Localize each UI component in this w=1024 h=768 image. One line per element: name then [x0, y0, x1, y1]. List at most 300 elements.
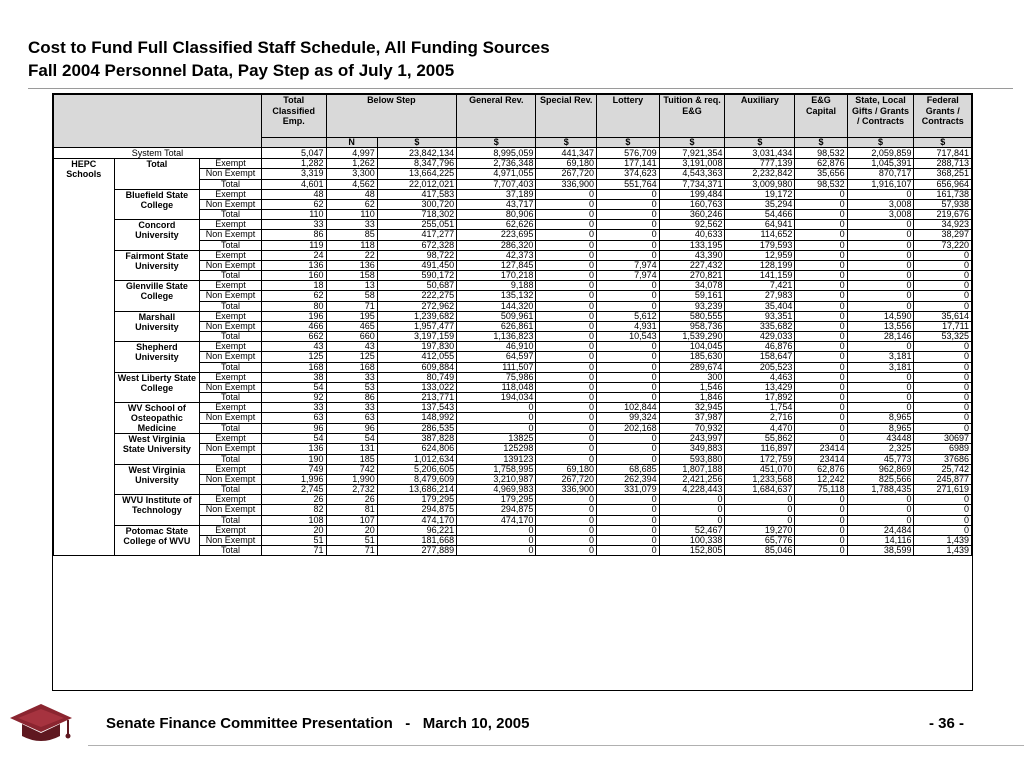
- table-cell: 136: [326, 260, 377, 271]
- table-cell: 825,566: [847, 474, 914, 485]
- table-cell: 0: [847, 271, 914, 281]
- table-cell: 0: [795, 342, 847, 352]
- table-cell: 0: [457, 535, 536, 546]
- table-cell: 742: [326, 464, 377, 474]
- table-cell: 466: [261, 321, 326, 332]
- table-cell: 3,197,159: [377, 332, 456, 342]
- table-cell: 0: [795, 230, 847, 241]
- table-cell: 17,711: [914, 321, 972, 332]
- table-cell: 580,555: [659, 311, 725, 321]
- table-cell: 24,484: [847, 525, 914, 535]
- table-cell: 40,633: [659, 230, 725, 241]
- table-cell: 131: [326, 444, 377, 455]
- table-cell: 1,045,391: [847, 159, 914, 169]
- table-cell: 99,324: [597, 413, 660, 424]
- table-cell: 168: [261, 362, 326, 372]
- table-cell: 7,974: [597, 260, 660, 271]
- table-cell: 43448: [847, 434, 914, 444]
- table-cell: 18: [261, 281, 326, 291]
- table-cell: 2,736,348: [457, 159, 536, 169]
- table-cell: 22,012,021: [377, 179, 456, 189]
- table-cell: 202,168: [597, 423, 660, 433]
- table-cell: 8,965: [847, 413, 914, 424]
- column-subheader: $: [457, 138, 536, 148]
- table-cell: 0: [536, 230, 597, 241]
- table-cell: 0: [536, 525, 597, 535]
- table-cell: 267,720: [536, 169, 597, 180]
- table-cell: 125298: [457, 444, 536, 455]
- table-cell: 286,320: [457, 240, 536, 250]
- table-cell: 168: [326, 362, 377, 372]
- table-cell: 429,033: [725, 332, 795, 342]
- table-cell: 0: [597, 230, 660, 241]
- table-cell: 1,758,995: [457, 464, 536, 474]
- column-header: Total Classified Emp.: [261, 95, 326, 138]
- table-cell: 1,439: [914, 535, 972, 546]
- table-cell: 93,351: [725, 311, 795, 321]
- table-cell: 54: [326, 434, 377, 444]
- table-cell: 4,971,055: [457, 169, 536, 180]
- table-cell: 62,626: [457, 220, 536, 230]
- table-cell: 0: [795, 220, 847, 230]
- table-cell: 0: [914, 362, 972, 372]
- category-label: Exempt: [200, 372, 262, 382]
- table-cell: 22: [326, 250, 377, 260]
- table-cell: 294,875: [457, 505, 536, 516]
- table-cell: 1,807,188: [659, 464, 725, 474]
- table-cell: 0: [536, 281, 597, 291]
- table-cell: 0: [536, 505, 597, 516]
- table-cell: 82: [261, 505, 326, 516]
- table-cell: 37,189: [457, 189, 536, 199]
- column-header: Below Step: [326, 95, 457, 138]
- table-cell: 43: [326, 342, 377, 352]
- table-cell: 68,685: [597, 464, 660, 474]
- table-cell: 50,687: [377, 281, 456, 291]
- table-cell: 3,009,980: [725, 179, 795, 189]
- table-row: [54, 281, 972, 291]
- table-cell: 75,118: [795, 485, 847, 495]
- institution-label: WV School of Osteopathic Medicine: [114, 403, 200, 434]
- table-cell: 23414: [795, 444, 847, 455]
- table-cell: 51: [261, 535, 326, 546]
- column-subheader: $: [914, 138, 972, 148]
- category-label: Total: [200, 393, 262, 403]
- table-cell: 5,612: [597, 311, 660, 321]
- table-cell: 286,535: [377, 423, 456, 433]
- table-cell: 23414: [795, 454, 847, 464]
- table-cell: 0: [536, 393, 597, 403]
- table-cell: 289,674: [659, 362, 725, 372]
- table-cell: 1,788,435: [847, 485, 914, 495]
- table-cell: 576,709: [597, 148, 660, 159]
- table-cell: 0: [597, 434, 660, 444]
- table-cell: 0: [847, 281, 914, 291]
- table-cell: 46,876: [725, 342, 795, 352]
- table-cell: 69,180: [536, 159, 597, 169]
- institution-label: Potomac State College of WVU: [114, 525, 200, 556]
- table-cell: 185: [326, 454, 377, 464]
- table-cell: 2,716: [725, 413, 795, 424]
- table-cell: 0: [914, 352, 972, 363]
- table-cell: 0: [536, 454, 597, 464]
- table-cell: 62,876: [795, 159, 847, 169]
- table-cell: 14,116: [847, 535, 914, 546]
- column-subheader: $: [377, 138, 456, 148]
- table-cell: 270,821: [659, 271, 725, 281]
- table-cell: 96: [261, 423, 326, 433]
- column-header: Special Rev.: [536, 95, 597, 138]
- table-cell: 108: [261, 515, 326, 525]
- table-cell: 139123: [457, 454, 536, 464]
- table-cell: 4,562: [326, 179, 377, 189]
- table-cell: 288,713: [914, 159, 972, 169]
- table-cell: 777,139: [725, 159, 795, 169]
- table-cell: 57,938: [914, 199, 972, 210]
- table-cell: 0: [914, 281, 972, 291]
- table-cell: 2,325: [847, 444, 914, 455]
- table-cell: 64,597: [457, 352, 536, 363]
- table-cell: 272,962: [377, 301, 456, 311]
- table-row: [54, 372, 972, 382]
- table-cell: 0: [795, 189, 847, 199]
- table-cell: 2,745: [261, 485, 326, 495]
- table-cell: 7,974: [597, 271, 660, 281]
- category-label: Total: [200, 179, 262, 189]
- table-cell: 0: [597, 546, 660, 556]
- category-label: Total: [200, 332, 262, 342]
- table-cell: 45,773: [847, 454, 914, 464]
- table-cell: 0: [536, 199, 597, 210]
- table-cell: 136: [261, 260, 326, 271]
- table-cell: 0: [914, 260, 972, 271]
- category-label: Non Exempt: [200, 505, 262, 516]
- column-subheader: N: [326, 138, 377, 148]
- table-cell: 27,983: [725, 291, 795, 302]
- group-label: HEPC Schools: [54, 159, 115, 556]
- table-cell: 179,295: [457, 495, 536, 505]
- table-cell: 255,051: [377, 220, 456, 230]
- table-cell: 1,996: [261, 474, 326, 485]
- institution-label: Shepherd University: [114, 342, 200, 373]
- table-cell: 0: [536, 546, 597, 556]
- category-label: Non Exempt: [200, 413, 262, 424]
- footer-divider: [88, 745, 1024, 746]
- table-cell: 1,439: [914, 546, 972, 556]
- table-cell: 0: [847, 250, 914, 260]
- table-cell: 54: [261, 434, 326, 444]
- table-row: [54, 434, 972, 444]
- table-cell: 197,830: [377, 342, 456, 352]
- table-row: [54, 525, 972, 535]
- table-cell: 4,997: [326, 148, 377, 159]
- table-cell: 38,599: [847, 546, 914, 556]
- table-cell: 609,884: [377, 362, 456, 372]
- table-cell: 85: [326, 230, 377, 241]
- table-cell: 0: [597, 281, 660, 291]
- table-cell: 5,206,605: [377, 464, 456, 474]
- table-cell: 53,325: [914, 332, 972, 342]
- category-label: Non Exempt: [200, 321, 262, 332]
- table-cell: 0: [847, 393, 914, 403]
- table-cell: 19,172: [725, 189, 795, 199]
- category-label: Total: [200, 301, 262, 311]
- table-cell: 42,373: [457, 250, 536, 260]
- table-cell: 0: [659, 515, 725, 525]
- table-cell: 0: [914, 393, 972, 403]
- table-cell: 35,656: [795, 169, 847, 180]
- table-cell: 0: [795, 535, 847, 546]
- table-cell: 0: [847, 505, 914, 516]
- category-label: Exempt: [200, 434, 262, 444]
- table-cell: 0: [795, 372, 847, 382]
- table-cell: 116,897: [725, 444, 795, 455]
- table-cell: 958,736: [659, 321, 725, 332]
- table-cell: 33: [326, 372, 377, 382]
- table-cell: 0: [795, 321, 847, 332]
- category-label: Non Exempt: [200, 199, 262, 210]
- table-cell: 0: [795, 434, 847, 444]
- table-cell: 158,647: [725, 352, 795, 363]
- table-cell: 137,543: [377, 403, 456, 413]
- table-cell: 336,900: [536, 179, 597, 189]
- table-cell: 0: [597, 199, 660, 210]
- table-cell: 1,539,290: [659, 332, 725, 342]
- column-header: Lottery: [597, 95, 660, 138]
- table-cell: 0: [536, 220, 597, 230]
- table-cell: 0: [795, 515, 847, 525]
- table-cell: 62: [326, 199, 377, 210]
- table-cell: 368,251: [914, 169, 972, 180]
- column-subheader: $: [536, 138, 597, 148]
- table-cell: 271,619: [914, 485, 972, 495]
- table-cell: 243,997: [659, 434, 725, 444]
- category-label: Exempt: [200, 159, 262, 169]
- table-cell: 48: [326, 189, 377, 199]
- table-cell: 205,523: [725, 362, 795, 372]
- table-cell: 262,394: [597, 474, 660, 485]
- table-row: [54, 189, 972, 199]
- table-cell: 43,717: [457, 199, 536, 210]
- table-cell: 0: [795, 210, 847, 220]
- category-label: Exempt: [200, 220, 262, 230]
- table-cell: 64,941: [725, 220, 795, 230]
- table-cell: 0: [597, 352, 660, 363]
- table-cell: 300: [659, 372, 725, 382]
- table-cell: 0: [597, 515, 660, 525]
- table-cell: 0: [536, 495, 597, 505]
- table-cell: 0: [597, 189, 660, 199]
- institution-label: West Liberty State College: [114, 372, 200, 403]
- table-cell: 54,466: [725, 210, 795, 220]
- table-cell: 118: [326, 240, 377, 250]
- table-cell: 0: [597, 210, 660, 220]
- table-row: [54, 403, 972, 413]
- table-cell: 0: [457, 413, 536, 424]
- table-cell: 46,910: [457, 342, 536, 352]
- table-cell: 141,159: [725, 271, 795, 281]
- category-label: Total: [200, 362, 262, 372]
- table-cell: 0: [536, 311, 597, 321]
- table-cell: 0: [597, 372, 660, 382]
- table-cell: 37,987: [659, 413, 725, 424]
- table-cell: 0: [795, 382, 847, 393]
- table-cell: 0: [597, 382, 660, 393]
- table-cell: 75,986: [457, 372, 536, 382]
- table-cell: 223,695: [457, 230, 536, 241]
- table-cell: 0: [536, 332, 597, 342]
- table-cell: 1,990: [326, 474, 377, 485]
- table-cell: 0: [536, 271, 597, 281]
- table-cell: 277,889: [377, 546, 456, 556]
- table-cell: 8,479,609: [377, 474, 456, 485]
- table-cell: 870,717: [847, 169, 914, 180]
- table-cell: 0: [795, 413, 847, 424]
- table-cell: 125: [326, 352, 377, 363]
- column-header: Auxiliary: [725, 95, 795, 138]
- table-cell: 0: [914, 423, 972, 433]
- table-cell: 86: [261, 230, 326, 241]
- table-cell: 0: [457, 423, 536, 433]
- table-cell: 128,199: [725, 260, 795, 271]
- table-cell: 0: [536, 291, 597, 302]
- category-label: Exempt: [200, 525, 262, 535]
- table-cell: 14,590: [847, 311, 914, 321]
- table-cell: 474,170: [377, 515, 456, 525]
- table-cell: 179,295: [377, 495, 456, 505]
- column-subheader: $: [725, 138, 795, 148]
- category-label: Non Exempt: [200, 474, 262, 485]
- category-label: Non Exempt: [200, 291, 262, 302]
- table-cell: 3,008: [847, 199, 914, 210]
- table-cell: 0: [847, 372, 914, 382]
- table-cell: 0: [847, 495, 914, 505]
- table-cell: 59,161: [659, 291, 725, 302]
- table-cell: 81: [326, 505, 377, 516]
- table-cell: 0: [597, 291, 660, 302]
- table-cell: 0: [914, 413, 972, 424]
- table-cell: 3,008: [847, 210, 914, 220]
- table-cell: 0: [795, 260, 847, 271]
- table-cell: 0: [795, 281, 847, 291]
- table-cell: 2,059,859: [847, 148, 914, 159]
- table-cell: 3,300: [326, 169, 377, 180]
- table-cell: 65,776: [725, 535, 795, 546]
- category-label: Exempt: [200, 311, 262, 321]
- footer-presentation-text: Senate Finance Committee Presentation - March 10, 2005: [106, 715, 530, 732]
- table-cell: 63: [261, 413, 326, 424]
- table-cell: 4,463: [725, 372, 795, 382]
- table-cell: 624,806: [377, 444, 456, 455]
- table-cell: 300,720: [377, 199, 456, 210]
- table-cell: 0: [914, 301, 972, 311]
- table-cell: 0: [914, 271, 972, 281]
- table-cell: 13,556: [847, 321, 914, 332]
- table-cell: 0: [536, 240, 597, 250]
- table-cell: 51: [326, 535, 377, 546]
- column-header: State, Local Gifts / Grants / Contracts: [847, 95, 914, 138]
- table-cell: 20: [326, 525, 377, 535]
- column-subheader: $: [847, 138, 914, 148]
- table-cell: 144,320: [457, 301, 536, 311]
- table-cell: 158: [326, 271, 377, 281]
- table-cell: 172,759: [725, 454, 795, 464]
- table-cell: 0: [597, 250, 660, 260]
- category-label: Total: [200, 454, 262, 464]
- title-divider: [28, 88, 1013, 89]
- table-cell: 23,842,134: [377, 148, 456, 159]
- table-cell: 0: [597, 342, 660, 352]
- table-cell: 28,146: [847, 332, 914, 342]
- table-cell: 335,682: [725, 321, 795, 332]
- table-cell: 0: [457, 525, 536, 535]
- table-cell: 0: [847, 403, 914, 413]
- table-cell: 71: [326, 546, 377, 556]
- table-cell: 35,404: [725, 301, 795, 311]
- column-subheader: [261, 138, 326, 148]
- table-cell: 127,845: [457, 260, 536, 271]
- table-cell: 7,921,354: [659, 148, 725, 159]
- table-cell: 0: [795, 240, 847, 250]
- institution-label: Bluefield State College: [114, 189, 200, 220]
- table-cell: 0: [795, 505, 847, 516]
- table-cell: 179,593: [725, 240, 795, 250]
- table-cell: 962,869: [847, 464, 914, 474]
- column-subheader: $: [597, 138, 660, 148]
- table-cell: 194,034: [457, 393, 536, 403]
- table-cell: 660: [326, 332, 377, 342]
- table-row: [54, 250, 972, 260]
- table-cell: 0: [536, 250, 597, 260]
- slide-title-line2: Fall 2004 Personnel Data, Pay Step as of July 1, 2005: [28, 61, 455, 80]
- table-cell: 0: [597, 495, 660, 505]
- category-label: Exempt: [200, 495, 262, 505]
- table-cell: 1,754: [725, 403, 795, 413]
- table-cell: 0: [847, 220, 914, 230]
- table-cell: 219,676: [914, 210, 972, 220]
- table-cell: 0: [536, 301, 597, 311]
- table-cell: 0: [795, 291, 847, 302]
- table-cell: 336,900: [536, 485, 597, 495]
- table-cell: 190: [261, 454, 326, 464]
- table-cell: 63: [326, 413, 377, 424]
- table-body: [54, 148, 972, 556]
- table-cell: 0: [847, 342, 914, 352]
- column-subheader: $: [659, 138, 725, 148]
- table-cell: 0: [795, 362, 847, 372]
- table-cell: 0: [795, 546, 847, 556]
- table-cell: 52,467: [659, 525, 725, 535]
- table-cell: 245,877: [914, 474, 972, 485]
- table-cell: 1,957,477: [377, 321, 456, 332]
- table-cell: 718,302: [377, 210, 456, 220]
- table-cell: 3,319: [261, 169, 326, 180]
- table-cell: 331,079: [597, 485, 660, 495]
- table-cell: 37686: [914, 454, 972, 464]
- table-cell: 0: [536, 342, 597, 352]
- table-cell: 0: [597, 535, 660, 546]
- table-cell: 33: [261, 403, 326, 413]
- table-cell: 222,275: [377, 291, 456, 302]
- table-cell: 0: [795, 423, 847, 433]
- table-cell: 8,965: [847, 423, 914, 433]
- table-cell: 0: [536, 362, 597, 372]
- table-cell: 4,931: [597, 321, 660, 332]
- table-cell: 13: [326, 281, 377, 291]
- table-cell: 374,623: [597, 169, 660, 180]
- footer-page-number: - 36 -: [928, 715, 964, 732]
- table-cell: 3,210,987: [457, 474, 536, 485]
